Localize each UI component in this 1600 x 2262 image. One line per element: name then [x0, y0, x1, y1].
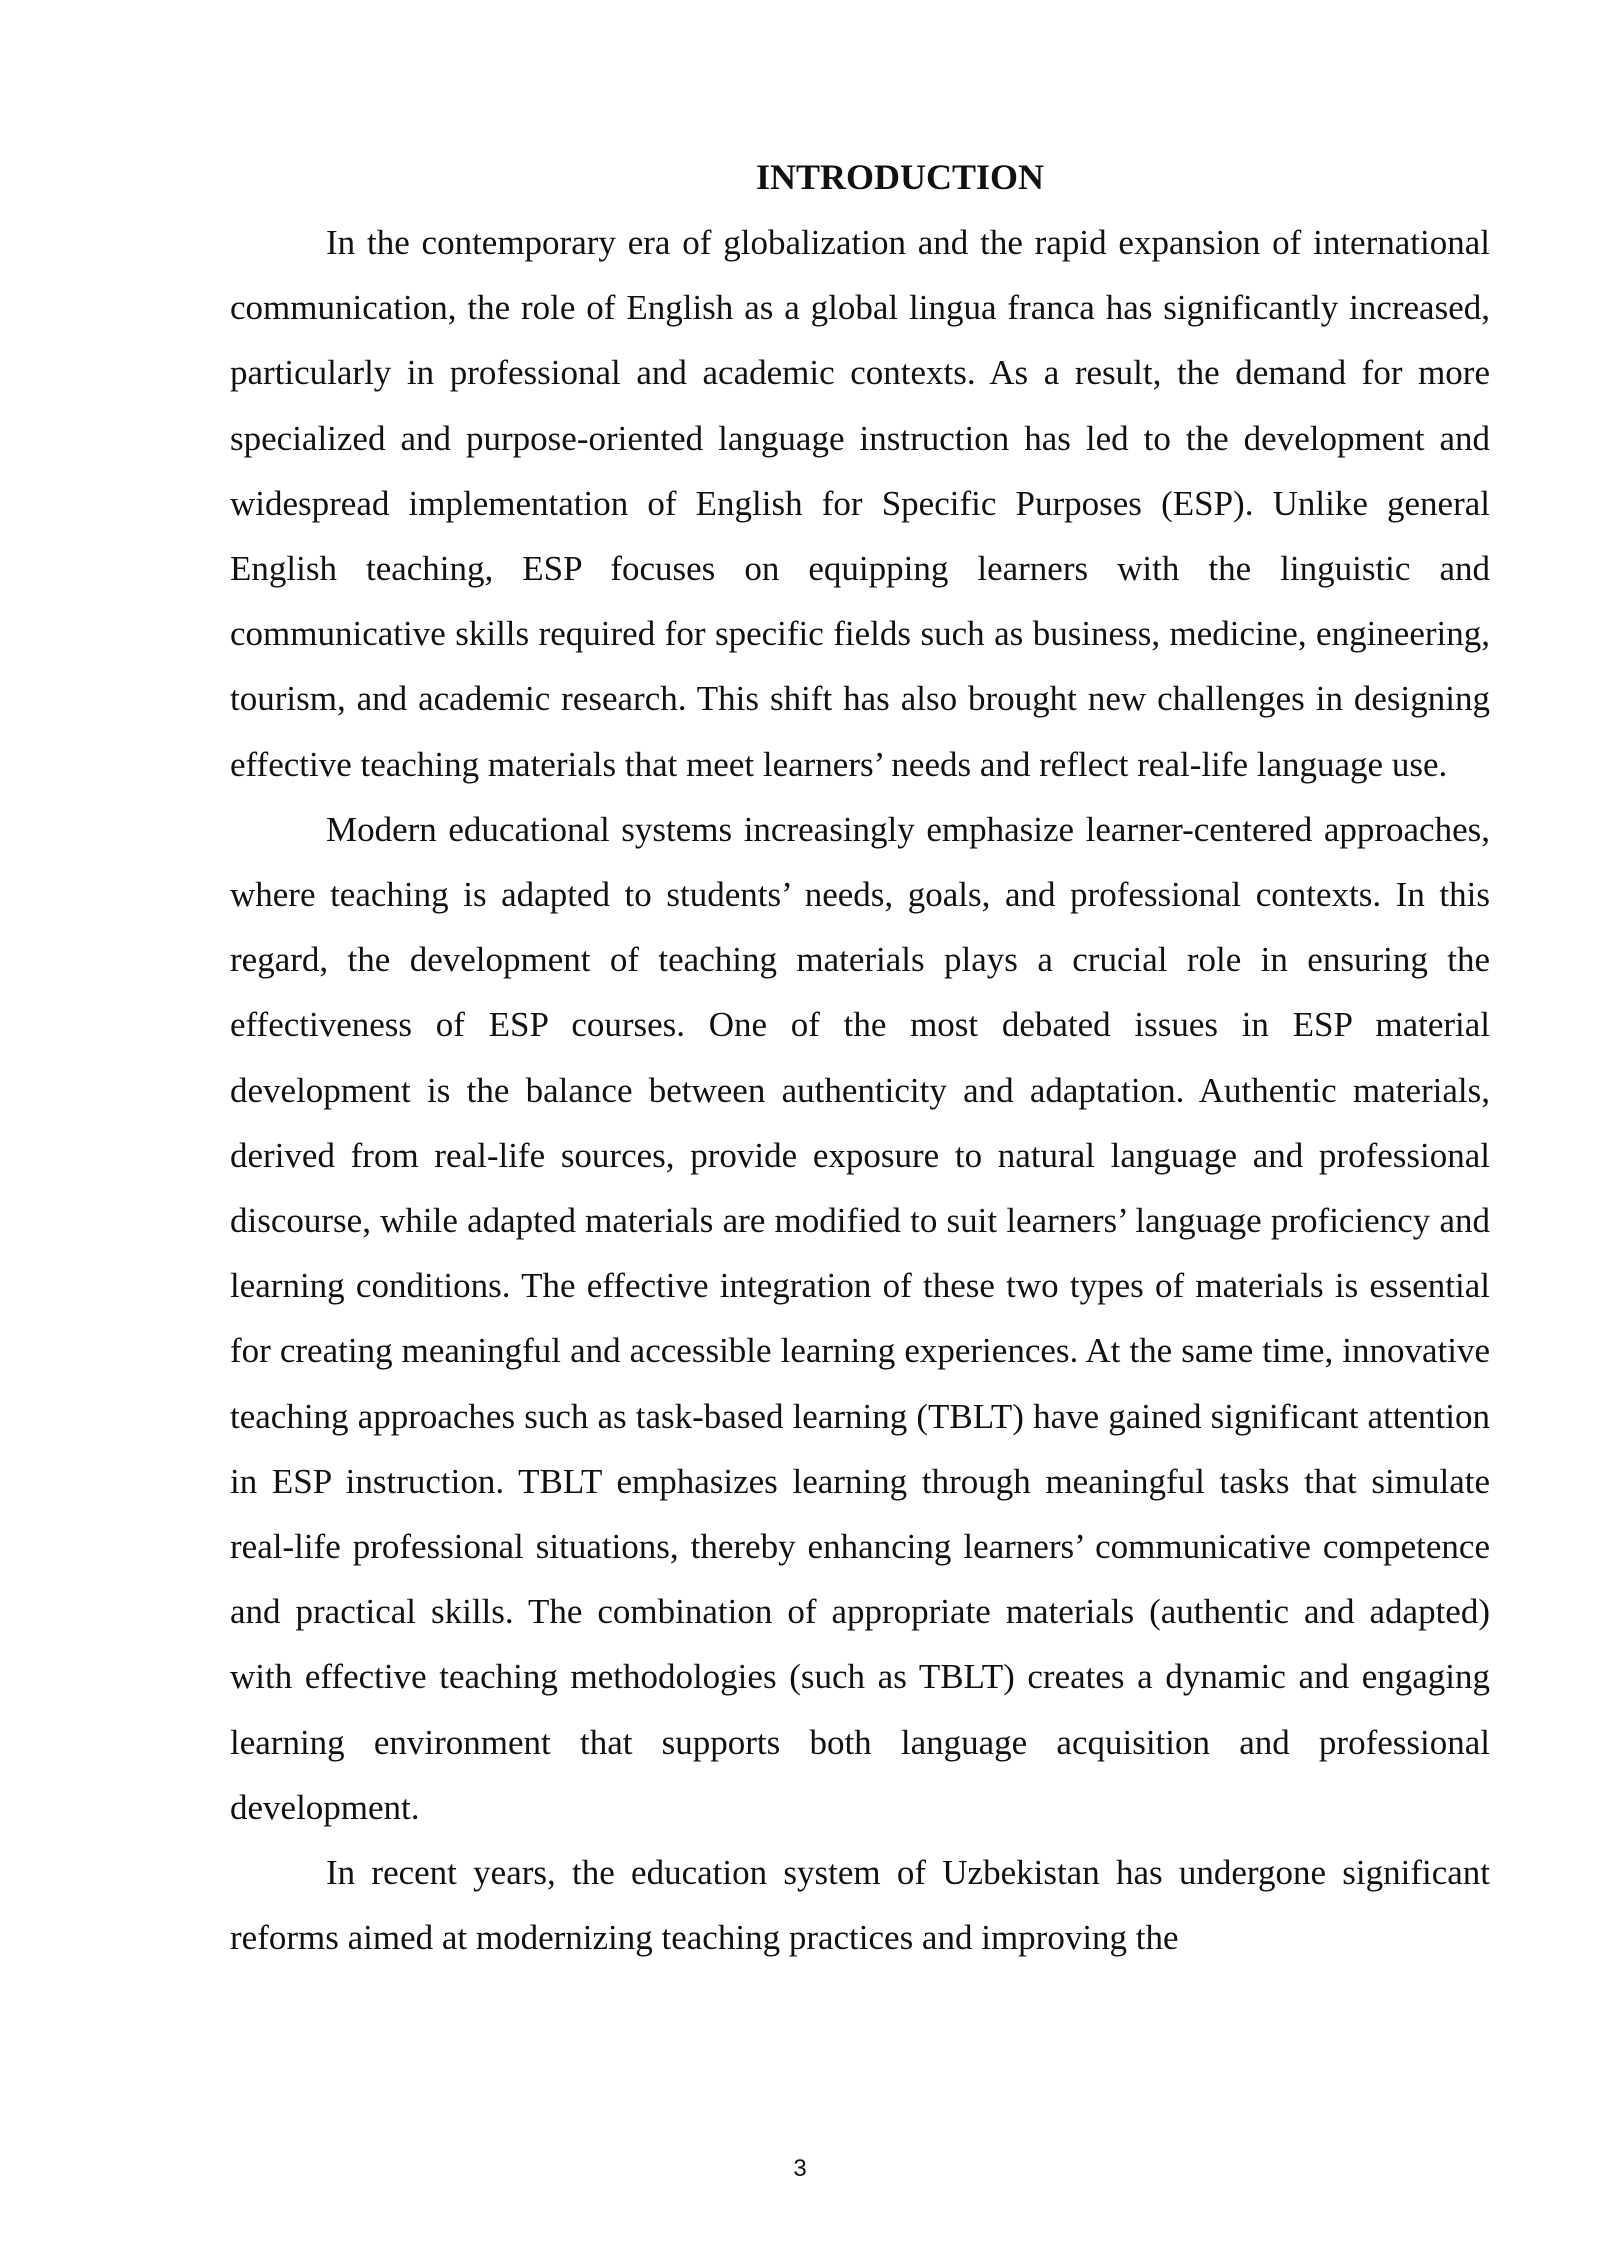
- section-heading: INTRODUCTION: [755, 157, 1045, 197]
- page-number: 3: [793, 2155, 807, 2182]
- page-body: [230, 145, 1490, 1970]
- paragraph-3: In recent years, the education system of Uzbekistan has undergone significant reforms aimed at modernizing teaching practices and improving the: [230, 1853, 1490, 1958]
- paragraph-1: In the contemporary era of globalization and the rapid expansion of international communication, the role of English as a global lingua franca has significantly increased, particularly in professional and academic contexts. As a result, the demand for more specialized and purpose-oriented language instruction has led to the development and widespread implementation of English for Specific Purposes (ESP). Unlike general English teaching, ESP focuses on equipping learners with the linguistic and communicative skills required for specific fields such as business, medicine, engineering, tourism, and academic research. This shift has also brought new challenges in designing effective teaching materials that meet learners’ needs and reflect real-life language use.: [230, 223, 1490, 784]
- paragraph-2: Modern educational systems increasingly emphasize learner-centered approaches, where teaching is adapted to students’ needs, goals, and professional contexts. In this regard, the development of teaching materials plays a crucial role in ensuring the effectiveness of ESP courses. One of the most debated issues in ESP material development is the balance between authenticity and adaptation. Authentic materials, derived from real-life sources, provide exposure to natural language and professional discourse, while adapted materials are modified to suit learners’ language proficiency and learning conditions. The effective integration of these two types of materials is essential for creating meaningful and accessible learning experiences. At the same time, innovative teaching approaches such as task-based learning (TBLT) have gained significant attention in ESP instruction. TBLT emphasizes learning through meaningful tasks that simulate real-life professional situations, thereby enhancing learners’ communicative competence and practical skills. The combination of appropriate materials (authentic and adapted) with effective teaching methodologies (such as TBLT) creates a dynamic and engaging learning environment that supports both language acquisition and professional development.: [230, 809, 1490, 1827]
